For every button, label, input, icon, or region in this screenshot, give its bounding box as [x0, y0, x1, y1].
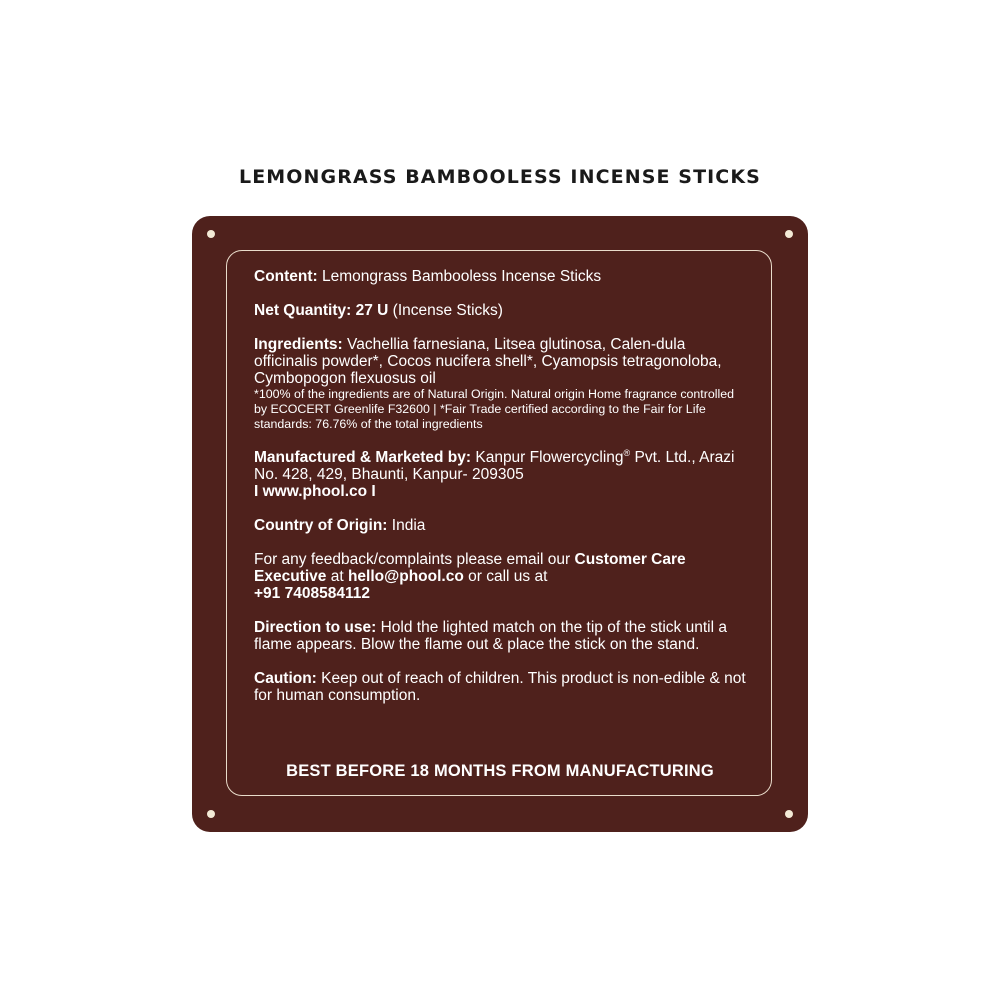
feedback-text-2: at: [330, 568, 344, 585]
manufacturer-name: Kanpur Flowercycling: [475, 449, 624, 466]
origin-value: India: [391, 517, 426, 534]
content-line: [254, 268, 746, 285]
ingredients-footnote: *100% of the ingredients are of Natural Origin. Natural origin Home fragrance controlled by ECOCERT Greenlife F32600 | *Fair Trade certified according to the Fair for Life standards: 76.76% of the total ingredients: [254, 387, 735, 431]
feedback-text-3: or call us at: [468, 568, 548, 585]
caution-block: [254, 670, 746, 704]
ingredients-heading: Ingredients:: [254, 336, 343, 353]
caution-value: Keep out of reach of children. This product is non-edible & not for human consumption.: [254, 670, 746, 704]
rivet-top-left: [207, 230, 215, 238]
rivet-bottom-right: [785, 810, 793, 818]
net-quantity-heading: Net Quantity: 27 U: [254, 302, 389, 319]
rivet-top-right: [785, 230, 793, 238]
registered-mark: ®: [623, 447, 631, 458]
best-before-notice: BEST BEFORE 18 MONTHS FROM MANUFACTURING: [286, 762, 714, 780]
net-quantity-value: (Incense Sticks): [392, 302, 503, 319]
product-label-card: [192, 216, 808, 832]
feedback-phone[interactable]: +91 7408584112: [254, 585, 370, 602]
feedback-block: [254, 551, 746, 602]
directions-value: Hold the lighted match on the tip of the stick until a flame appears. Blow the flame out & place the stick on the stand.: [254, 619, 727, 653]
ingredients-value: Vachellia farnesiana, Litsea glutinosa, Calen-dula officinalis powder*, Cocos nucifera shell*, Cyamopsis tetragonoloba, Cymbopogon flexuosus oil: [254, 336, 722, 387]
website-link[interactable]: I www.phool.co I: [254, 483, 376, 500]
ingredients-line: [254, 336, 746, 387]
origin-heading: Country of Origin:: [254, 517, 388, 534]
page-title: LEMONGRASS BAMBOOLESS INCENSE STICKS: [239, 166, 761, 188]
origin-line: [254, 517, 746, 534]
feedback-text-1: For any feedback/complaints please email our: [254, 551, 571, 568]
content-heading: Content:: [254, 268, 318, 285]
manufacturer-block: [254, 449, 746, 500]
directions-block: [254, 619, 746, 653]
label-content: [254, 268, 746, 721]
manufacturer-address: Pvt. Ltd., Arazi No. 428, 429, Bhaunti, Kanpur- 209305: [254, 449, 735, 483]
directions-heading: Direction to use:: [254, 619, 377, 636]
manufacturer-heading: Manufactured & Marketed by:: [254, 449, 472, 466]
feedback-customer-care: Customer Care Executive: [254, 551, 686, 585]
content-value: Lemongrass Bambooless Incense Sticks: [322, 268, 602, 285]
rivet-bottom-left: [207, 810, 215, 818]
feedback-email-link[interactable]: hello@phool.co: [347, 568, 464, 585]
net-quantity-line: [254, 302, 746, 319]
caution-heading: Caution:: [254, 670, 317, 687]
